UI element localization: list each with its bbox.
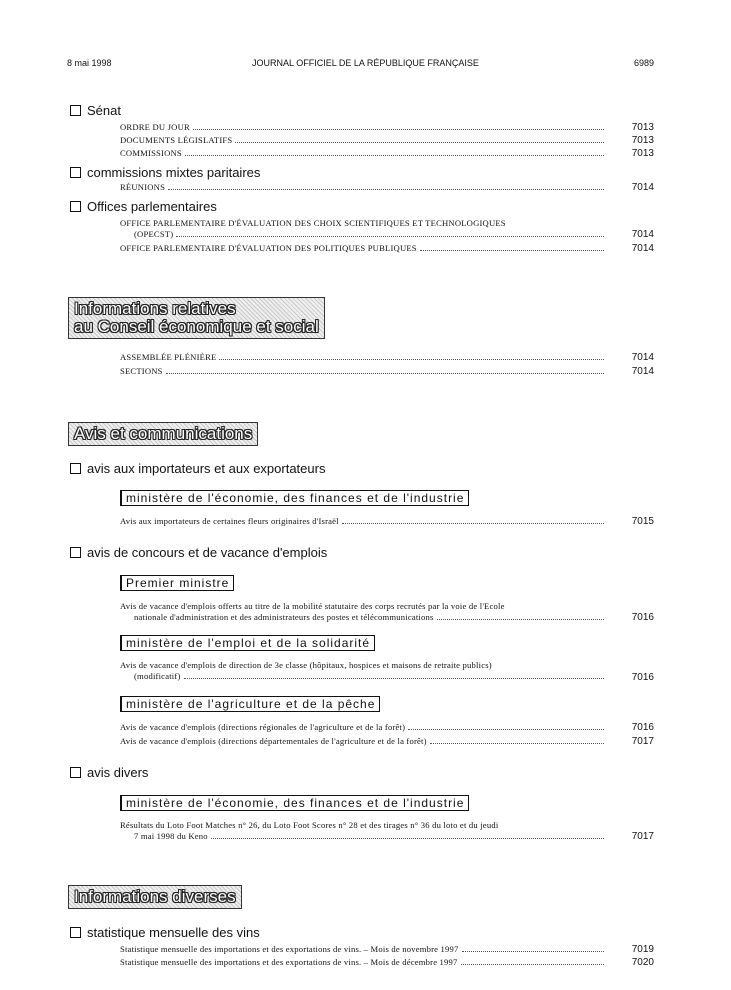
- section-avis-divers: [70, 765, 148, 780]
- page-number: 7014: [631, 352, 654, 363]
- page-number: 7013: [631, 122, 654, 133]
- page-number: 7020: [631, 957, 654, 968]
- toc-entry[interactable]: Avis de vacance d'emplois offerts au titre de la mobilité statutaire des corps recrutés par la voie de l'Ecole nationale d'administration et des administrateurs des postes et télécommunications: [120, 601, 606, 623]
- header-page-number: 6989: [633, 58, 654, 68]
- section-title: commissions mixtes paritaires: [87, 165, 261, 180]
- section-title: Sénat: [87, 103, 121, 118]
- checkbox-icon: [70, 201, 81, 212]
- section-concours: [70, 545, 327, 560]
- ministry-label: ministère de l'économie, des finances et de l'industrie: [120, 490, 469, 506]
- toc-entry[interactable]: Résultats du Loto Foot Matches n° 26, du Loto Foot Scores n° 28 et des tirages n° 36 du loto et du jeudi 7 mai 1998 du Keno: [120, 820, 606, 842]
- toc-entry[interactable]: SECTIONS: [120, 366, 606, 377]
- page-number: 7019: [631, 944, 654, 955]
- page-number: 7016: [631, 612, 654, 623]
- section-title: Offices parlementaires: [87, 199, 217, 214]
- toc-entry[interactable]: ORDRE DU JOUR: [120, 122, 606, 133]
- toc-entry[interactable]: OFFICE PARLEMENTAIRE D'ÉVALUATION DES POLITIQUES PUBLIQUES: [120, 243, 606, 254]
- page-number: 7014: [631, 243, 654, 254]
- page-number: 7014: [631, 366, 654, 377]
- page-number: 7017: [631, 831, 654, 842]
- section-offices: [70, 199, 217, 214]
- toc-entry[interactable]: COMMISSIONS: [120, 148, 606, 159]
- toc-entry[interactable]: OFFICE PARLEMENTAIRE D'ÉVALUATION DES CHOIX SCIENTIFIQUES ET TECHNOLOGIQUES (OPECST): [120, 218, 606, 240]
- toc-entry[interactable]: Avis de vacance d'emplois (directions départementales de l'agriculture et de la forêt): [120, 736, 606, 747]
- toc-entry[interactable]: Avis de vacance d'emplois (directions régionales de l'agriculture et de la forêt): [120, 722, 606, 733]
- checkbox-icon: [70, 767, 81, 778]
- header-date: 8 mai 1998: [67, 58, 112, 68]
- checkbox-icon: [70, 167, 81, 178]
- page-number: 7013: [631, 135, 654, 146]
- ministry-label: ministère de l'économie, des finances et de l'industrie: [120, 795, 469, 811]
- toc-entry[interactable]: RÉUNIONS: [120, 182, 606, 193]
- section-commissions-mixtes: [70, 165, 260, 180]
- section-title: statistique mensuelle des vins: [87, 925, 260, 940]
- banner-line: au Conseil économique et social: [74, 317, 319, 336]
- page-number: 7014: [631, 182, 654, 193]
- checkbox-icon: [70, 105, 81, 116]
- page-number: 7017: [631, 736, 654, 747]
- section-senat: [70, 103, 121, 118]
- ministry-label: ministère de l'emploi et de la solidarité: [120, 635, 375, 651]
- ministry-label: ministère de l'agriculture et de la pêche: [120, 696, 380, 712]
- page-number: 7016: [631, 722, 654, 733]
- toc-entry[interactable]: DOCUMENTS LÉGISLATIFS: [120, 135, 606, 146]
- page-number: 7013: [631, 148, 654, 159]
- toc-entry[interactable]: Statistique mensuelle des importations et des exportations de vins. – Mois de novembre 1997: [120, 944, 606, 955]
- page-number: 7015: [631, 516, 654, 527]
- section-title: avis de concours et de vacance d'emplois: [87, 545, 328, 560]
- page-number: 7016: [631, 672, 654, 683]
- checkbox-icon: [70, 547, 81, 558]
- toc-entry[interactable]: Statistique mensuelle des importations et des exportations de vins. – Mois de décembre 1997: [120, 957, 606, 968]
- checkbox-icon: [70, 463, 81, 474]
- section-title: avis divers: [87, 765, 149, 780]
- banner-conseil-economique: [68, 297, 325, 339]
- toc-entry[interactable]: Avis aux importateurs de certaines fleurs originaires d'Israël: [120, 516, 606, 527]
- banner-avis-communications: Avis et communications: [68, 422, 258, 446]
- toc-entry[interactable]: ASSEMBLÉE PLÉNIÈRE: [120, 352, 606, 363]
- header-title: JOURNAL OFFICIEL DE LA RÉPUBLIQUE FRANÇAISE: [252, 58, 479, 68]
- page-number: 7014: [631, 229, 654, 240]
- section-title: avis aux importateurs et aux exportateurs: [87, 461, 326, 476]
- banner-informations-diverses: Informations diverses: [68, 885, 242, 909]
- toc-entry[interactable]: Avis de vacance d'emplois de direction de 3e classe (hôpitaux, hospices et maisons de retraite publics) (modificatif): [120, 660, 606, 682]
- section-statistique-vins: [70, 925, 260, 940]
- ministry-label: Premier ministre: [120, 575, 234, 591]
- banner-line: Informations relatives: [74, 299, 236, 318]
- section-importateurs: [70, 461, 325, 476]
- checkbox-icon: [70, 927, 81, 938]
